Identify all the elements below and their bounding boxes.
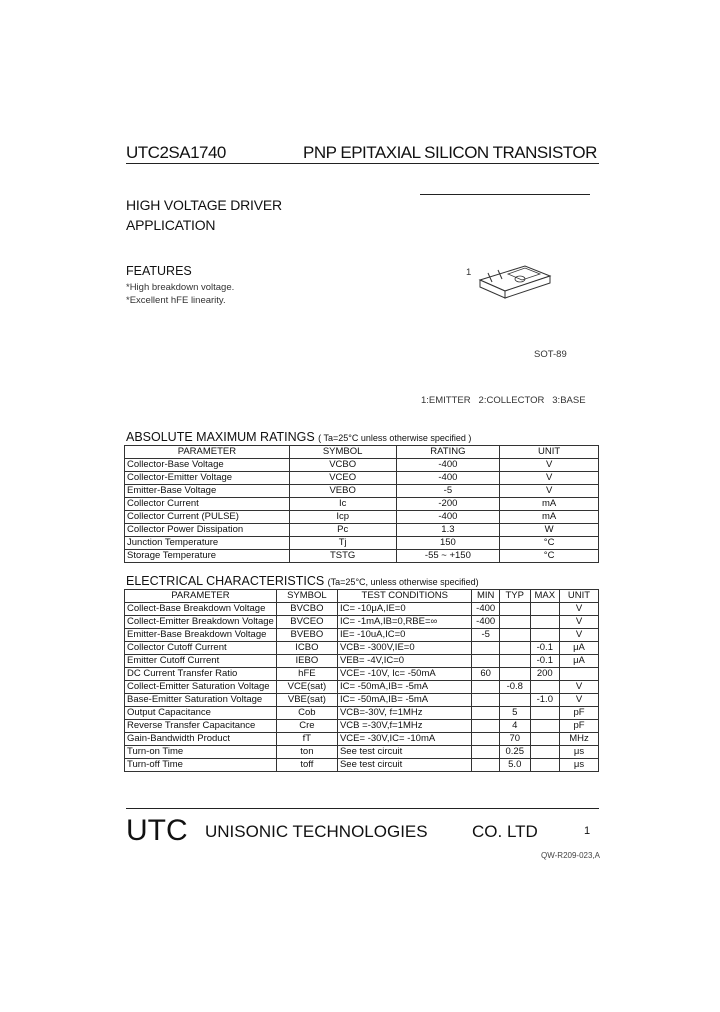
table-cell <box>499 629 530 642</box>
table-cell: °C <box>500 537 599 550</box>
package-name: SOT-89 <box>534 349 567 360</box>
pin-1-marker: 1 <box>466 267 472 278</box>
abs-max-header-cell: RATING <box>396 446 500 459</box>
table-cell: μA <box>559 655 598 668</box>
table-cell <box>530 681 559 694</box>
table-cell: -5 <box>396 485 500 498</box>
company-name: UNISONIC TECHNOLOGIES <box>205 822 428 841</box>
table-cell: VCEO <box>289 472 396 485</box>
table-cell: 1.3 <box>396 524 500 537</box>
table-cell: hFE <box>276 668 337 681</box>
elec-header-cell: SYMBOL <box>276 590 337 603</box>
table-cell: VCE(sat) <box>276 681 337 694</box>
table-cell: Collector Cutoff Current <box>125 642 277 655</box>
table-cell: W <box>500 524 599 537</box>
table-cell: -0.1 <box>530 642 559 655</box>
table-row <box>125 498 599 511</box>
table-row <box>125 642 599 655</box>
table-cell: See test circuit <box>337 759 472 772</box>
table-cell: μs <box>559 759 598 772</box>
table-cell <box>559 668 598 681</box>
page-number: 1 <box>584 825 591 837</box>
table-cell: V <box>559 603 598 616</box>
table-cell: °C <box>500 550 599 563</box>
table-cell: 5.0 <box>499 759 530 772</box>
table-cell: IC= -1mA,IB=0,RBE=∞ <box>337 616 472 629</box>
table-cell: V <box>559 629 598 642</box>
abs-max-header-cell: SYMBOL <box>289 446 396 459</box>
table-cell: Pc <box>289 524 396 537</box>
table-cell: VCB=-30V, f=1MHz <box>337 707 472 720</box>
elec-title: ELECTRICAL CHARACTERISTICS <box>126 574 325 588</box>
table-cell: 200 <box>530 668 559 681</box>
table-cell: VCBO <box>289 459 396 472</box>
table-cell: -400 <box>396 459 500 472</box>
table-cell: V <box>559 694 598 707</box>
device-type: PNP EPITAXIAL SILICON TRANSISTOR <box>303 143 597 162</box>
elec-section <box>126 574 479 588</box>
table-row <box>125 485 599 498</box>
table-cell: ton <box>276 746 337 759</box>
table-cell <box>530 616 559 629</box>
abs-max-header-row <box>125 446 599 459</box>
table-cell <box>472 720 499 733</box>
table-cell: Gain-Bandwidth Product <box>125 733 277 746</box>
utc-logo: UTC <box>126 814 188 847</box>
elec-header-cell: TYP <box>499 590 530 603</box>
abs-max-header-cell: UNIT <box>500 446 599 459</box>
table-cell: fT <box>276 733 337 746</box>
table-row <box>125 681 599 694</box>
table-cell: 150 <box>396 537 500 550</box>
table-cell <box>499 616 530 629</box>
table-cell <box>472 746 499 759</box>
table-cell <box>472 759 499 772</box>
table-cell: Tj <box>289 537 396 550</box>
part-number: UTC2SA1740 <box>126 143 226 162</box>
table-cell: Cob <box>276 707 337 720</box>
table-cell: IE= -10uA,IC=0 <box>337 629 472 642</box>
table-cell: -0.1 <box>530 655 559 668</box>
table-cell: V <box>500 459 599 472</box>
table-cell: mA <box>500 498 599 511</box>
pin-assignment: 1:EMITTER 2:COLLECTOR 3:BASE <box>421 395 586 406</box>
abs-max-table <box>124 445 599 563</box>
table-row <box>125 694 599 707</box>
table-row <box>125 524 599 537</box>
table-cell: mA <box>500 511 599 524</box>
elec-note: (Ta=25°C, unless otherwise specified) <box>327 577 479 587</box>
table-cell: toff <box>276 759 337 772</box>
footer-rule <box>126 808 599 809</box>
table-cell: Turn-off Time <box>125 759 277 772</box>
elec-header-cell: MAX <box>530 590 559 603</box>
table-row <box>125 511 599 524</box>
table-cell: 5 <box>499 707 530 720</box>
table-cell: 4 <box>499 720 530 733</box>
table-cell: 70 <box>499 733 530 746</box>
table-cell <box>472 733 499 746</box>
table-cell: Icp <box>289 511 396 524</box>
table-cell: BVEBO <box>276 629 337 642</box>
company-suffix: CO. LTD <box>472 822 538 841</box>
table-row <box>125 472 599 485</box>
table-cell: Output Capacitance <box>125 707 277 720</box>
sot89-package-icon <box>470 258 560 308</box>
table-row <box>125 720 599 733</box>
table-cell <box>472 694 499 707</box>
table-row <box>125 655 599 668</box>
elec-header-cell: MIN <box>472 590 499 603</box>
table-cell: IEBO <box>276 655 337 668</box>
table-cell <box>530 746 559 759</box>
table-cell: -400 <box>472 603 499 616</box>
table-row <box>125 616 599 629</box>
table-row <box>125 629 599 642</box>
table-cell: Collector Current (PULSE) <box>125 511 290 524</box>
table-row <box>125 550 599 563</box>
table-cell: V <box>500 485 599 498</box>
table-cell <box>472 642 499 655</box>
feature-item-1: *High breakdown voltage. <box>126 282 235 293</box>
table-cell: TSTG <box>289 550 396 563</box>
table-cell: -400 <box>472 616 499 629</box>
table-cell <box>530 759 559 772</box>
table-cell: Collector-Base Voltage <box>125 459 290 472</box>
table-cell <box>530 733 559 746</box>
table-cell: -55 ~ +150 <box>396 550 500 563</box>
table-cell: BVCBO <box>276 603 337 616</box>
table-row <box>125 707 599 720</box>
table-cell: -200 <box>396 498 500 511</box>
elec-header-row <box>125 590 599 603</box>
table-cell: 60 <box>472 668 499 681</box>
elec-header-cell: TEST CONDITIONS <box>337 590 472 603</box>
table-cell: V <box>559 616 598 629</box>
table-cell: Emitter Cutoff Current <box>125 655 277 668</box>
table-cell: Storage Temperature <box>125 550 290 563</box>
table-cell: ICBO <box>276 642 337 655</box>
table-cell: VEB= -4V,IC=0 <box>337 655 472 668</box>
table-cell: VCB= -300V,IE=0 <box>337 642 472 655</box>
table-row <box>125 733 599 746</box>
table-cell: 0.25 <box>499 746 530 759</box>
table-cell: Cre <box>276 720 337 733</box>
table-cell: Collect-Emitter Breakdown Voltage <box>125 616 277 629</box>
elec-table <box>124 589 599 772</box>
table-row <box>125 746 599 759</box>
table-cell <box>499 655 530 668</box>
table-cell: -5 <box>472 629 499 642</box>
table-cell: V <box>500 472 599 485</box>
feature-item-2: *Excellent hFE linearity. <box>126 295 226 306</box>
table-cell: Emitter-Base Voltage <box>125 485 290 498</box>
table-cell: Collector Current <box>125 498 290 511</box>
table-cell: IC= -10μA,IE=0 <box>337 603 472 616</box>
table-cell: IC= -50mA,IB= -5mA <box>337 694 472 707</box>
table-cell: VCB =-30V,f=1MHz <box>337 720 472 733</box>
table-cell <box>530 720 559 733</box>
table-cell: VBE(sat) <box>276 694 337 707</box>
features-heading: FEATURES <box>126 264 192 278</box>
table-row <box>125 603 599 616</box>
header-rule <box>126 163 599 164</box>
table-cell: -400 <box>396 511 500 524</box>
table-cell: Emitter-Base Breakdown Voltage <box>125 629 277 642</box>
table-cell: -400 <box>396 472 500 485</box>
table-cell <box>499 603 530 616</box>
table-row <box>125 459 599 472</box>
table-cell: VCE= -30V,IC= -10mA <box>337 733 472 746</box>
application-line-1: HIGH VOLTAGE DRIVER <box>126 197 282 213</box>
table-cell <box>530 603 559 616</box>
table-cell: -1.0 <box>530 694 559 707</box>
table-cell: μs <box>559 746 598 759</box>
table-cell <box>499 694 530 707</box>
elec-header-cell: PARAMETER <box>125 590 277 603</box>
table-cell: Collector Power Dissipation <box>125 524 290 537</box>
table-cell: -0.8 <box>499 681 530 694</box>
table-cell: IC= -50mA,IB= -5mA <box>337 681 472 694</box>
table-cell: DC Current Transfer Ratio <box>125 668 277 681</box>
table-cell: μA <box>559 642 598 655</box>
elec-header-cell: UNIT <box>559 590 598 603</box>
application-line-2: APPLICATION <box>126 217 216 233</box>
document-code: QW-R209-023,A <box>541 851 600 860</box>
table-cell: pF <box>559 707 598 720</box>
table-cell: BVCEO <box>276 616 337 629</box>
table-cell <box>530 707 559 720</box>
table-cell <box>499 668 530 681</box>
table-cell: Collector-Emitter Voltage <box>125 472 290 485</box>
table-cell: V <box>559 681 598 694</box>
table-cell <box>472 681 499 694</box>
table-cell: Base-Emitter Saturation Voltage <box>125 694 277 707</box>
package-rule <box>420 194 590 195</box>
table-cell: VCE= -10V, Ic= -50mA <box>337 668 472 681</box>
table-cell: See test circuit <box>337 746 472 759</box>
table-cell <box>530 629 559 642</box>
table-cell: Collect-Base Breakdown Voltage <box>125 603 277 616</box>
table-cell: pF <box>559 720 598 733</box>
table-cell: MHz <box>559 733 598 746</box>
table-cell <box>472 707 499 720</box>
abs-max-title: ABSOLUTE MAXIMUM RATINGS <box>126 430 315 444</box>
table-cell <box>499 642 530 655</box>
table-row <box>125 668 599 681</box>
table-cell: VEBO <box>289 485 396 498</box>
abs-max-note: ( Ta=25°C unless otherwise specified ) <box>318 433 472 443</box>
table-row <box>125 537 599 550</box>
abs-max-header-cell: PARAMETER <box>125 446 290 459</box>
table-cell: Ic <box>289 498 396 511</box>
table-cell: Turn-on Time <box>125 746 277 759</box>
table-row <box>125 759 599 772</box>
table-cell <box>472 655 499 668</box>
table-cell: Reverse Transfer Capacitance <box>125 720 277 733</box>
table-cell: Junction Temperature <box>125 537 290 550</box>
table-cell: Collect-Emitter Saturation Voltage <box>125 681 277 694</box>
abs-max-section <box>126 430 471 444</box>
